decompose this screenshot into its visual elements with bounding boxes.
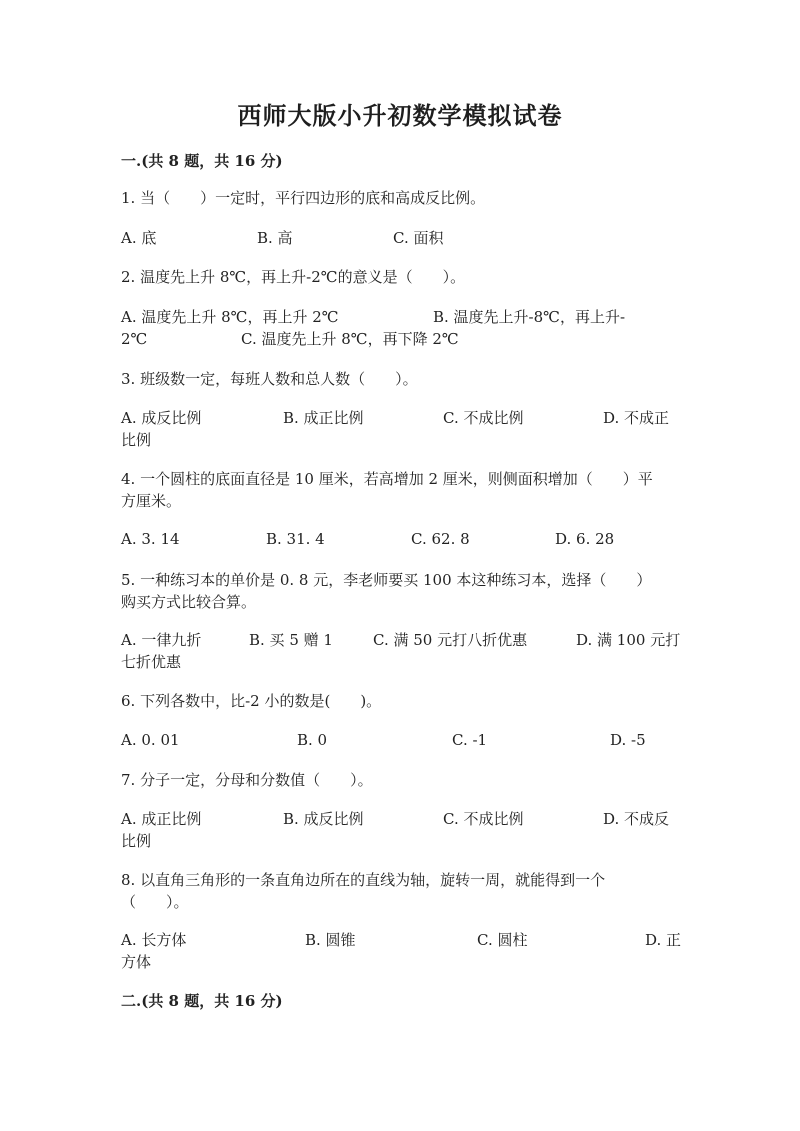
question-stem-line: 方厘米。	[121, 492, 182, 510]
option-a: A. 3. 14	[121, 530, 180, 548]
question-stem-line: 8. 以直角三角形的一条直角边所在的直线为轴，旋转一周，就能得到一个	[121, 871, 606, 889]
option-d-continued: 比例	[121, 832, 152, 850]
option-d-continued: 方体	[121, 953, 152, 971]
option-c: C. 满 50 元打八折优惠	[373, 631, 528, 649]
option-c: C. 圆柱	[477, 931, 528, 949]
question-stem	[121, 468, 681, 512]
option-c: C. 面积	[393, 229, 444, 247]
page-title: 西师大版小升初数学模拟试卷	[237, 101, 563, 130]
option-a: A. 一律九折	[121, 631, 202, 649]
option-b: B. 温度先上升-8℃，再上升-	[433, 308, 626, 326]
question-stem	[121, 569, 681, 613]
option-d: D. -5	[610, 731, 646, 749]
question-stem: 1. 当（ ）一定时，平行四边形的底和高成反比例。	[121, 189, 486, 207]
section-heading: 二.(共 8 题，共 16 分)	[121, 992, 283, 1010]
question-options	[121, 306, 681, 350]
option-d: D. 不成反	[603, 810, 670, 828]
option-d: D. 不成正	[603, 409, 670, 427]
option-a: A. 底	[121, 229, 157, 247]
option-a: A. 长方体	[121, 931, 187, 949]
option-a: A. 成反比例	[121, 409, 202, 427]
question-stem: 6. 下列各数中，比-2 小的数是( )。	[121, 692, 382, 710]
question-options	[121, 729, 681, 773]
question-options	[121, 929, 681, 973]
option-b: B. 买 5 赠 1	[249, 631, 333, 649]
question-stem	[121, 869, 681, 913]
option-b: B. 31. 4	[266, 530, 325, 548]
question-options	[121, 629, 681, 673]
question-options	[121, 808, 681, 852]
option-c: C. 温度先上升 8℃，再下降 2℃	[241, 330, 459, 348]
option-b-continued: 2℃	[121, 330, 148, 348]
question-options	[121, 407, 681, 451]
option-b: B. 成反比例	[283, 810, 364, 828]
option-d: D. 6. 28	[555, 530, 615, 548]
option-b: B. 成正比例	[283, 409, 364, 427]
question-options	[121, 227, 681, 271]
option-a: A. 温度先上升 8℃，再上升 2℃	[121, 308, 339, 326]
question-stem: 3. 班级数一定，每班人数和总人数（ ）。	[121, 370, 418, 388]
option-c: C. -1	[452, 731, 488, 749]
option-a: A. 成正比例	[121, 810, 202, 828]
question-options	[121, 528, 681, 572]
question-stem-line: 4. 一个圆柱的底面直径是 10 厘米，若高增加 2 厘米，则侧面积增加（ ）平	[121, 470, 653, 488]
question-stem: 7. 分子一定，分母和分数值（ ）。	[121, 771, 373, 789]
option-d-continued: 比例	[121, 431, 152, 449]
question-stem: 2. 温度先上升 8℃，再上升-2℃的意义是（ ）。	[121, 268, 466, 286]
option-b: B. 0	[297, 731, 328, 749]
question-stem-line: （ ）。	[121, 893, 189, 911]
section-heading: 一.(共 8 题，共 16 分)	[121, 152, 283, 170]
question-stem-line: 5. 一种练习本的单价是 0. 8 元，李老师要买 100 本这种练习本，选择（ ）	[121, 571, 652, 589]
option-b: B. 高	[257, 229, 293, 247]
option-b: B. 圆锥	[305, 931, 356, 949]
option-a: A. 0. 01	[121, 731, 180, 749]
option-d: D. 满 100 元打	[576, 631, 681, 649]
option-c: C. 不成比例	[443, 810, 524, 828]
option-c: C. 62. 8	[411, 530, 470, 548]
question-stem-line: 购买方式比较合算。	[121, 593, 257, 611]
option-c: C. 不成比例	[443, 409, 524, 427]
option-d-continued: 七折优惠	[121, 653, 182, 671]
option-d: D. 正	[645, 931, 682, 949]
